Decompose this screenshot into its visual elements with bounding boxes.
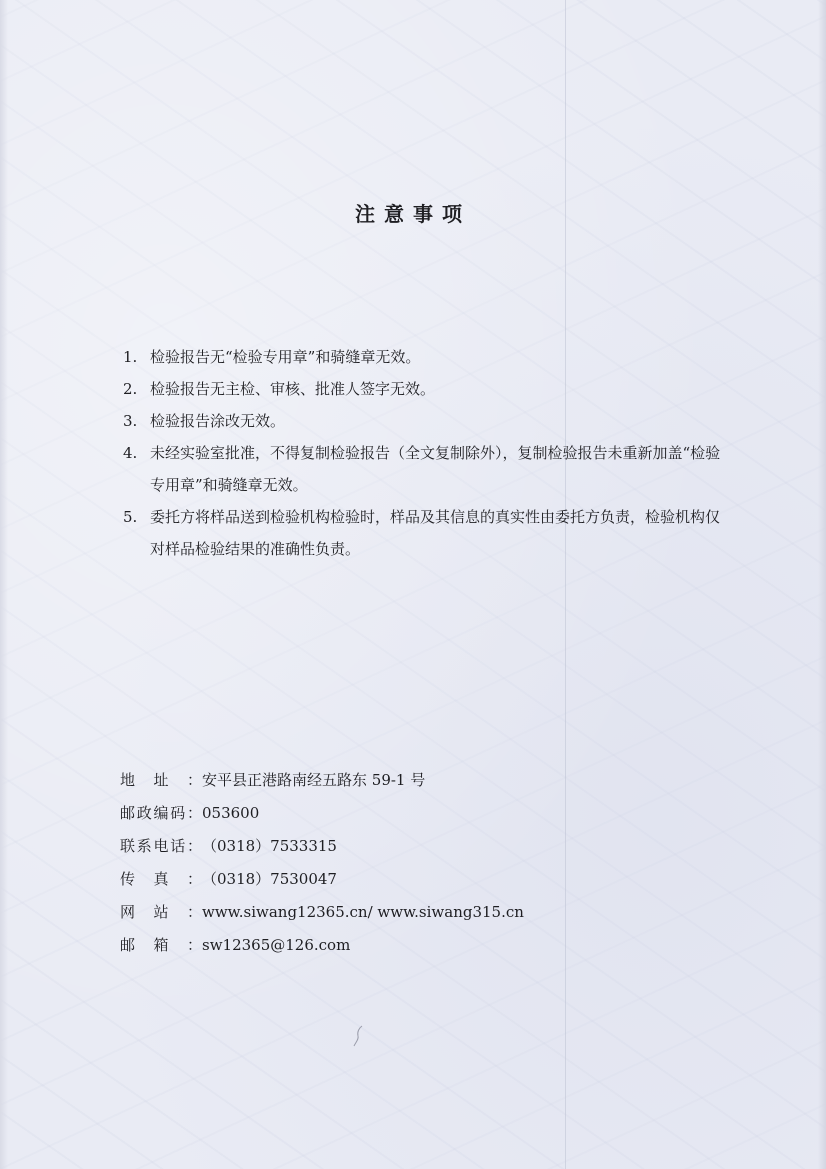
paper-fold-line (565, 0, 566, 1169)
stray-pen-mark (352, 1024, 366, 1048)
paper-edge-right (818, 0, 826, 1169)
postcode-value: 053600 (202, 804, 260, 822)
address-value: 安平县正港路南经五路东 59-1 号 (202, 771, 426, 789)
note-number: 2. (123, 380, 138, 398)
note-text: 检验报告无“检验专用章”和骑缝章无效。 (150, 348, 421, 366)
website-label: 网站： (120, 903, 202, 921)
note-text: 委托方将样品送到检验机构检验时，样品及其信息的真实性由委托方负责，检验机构仅对样品检验结果的准确性负责。 (150, 508, 721, 558)
contact-info (120, 764, 720, 962)
phone-label: 联系电话： (120, 837, 202, 855)
email-label: 邮箱： (120, 936, 202, 954)
address-label: 地址： (120, 771, 202, 789)
fax-label: 传真： (120, 870, 202, 888)
email-value: sw12365@126.com (202, 936, 351, 954)
contact-row-fax (120, 863, 720, 896)
page-title: 注意事项 (355, 202, 471, 226)
contact-row-phone (120, 830, 720, 863)
contact-row-website (120, 896, 720, 929)
note-item (120, 405, 730, 437)
contact-row-address (120, 764, 720, 797)
contact-row-email (120, 929, 720, 962)
note-item (120, 501, 730, 565)
note-text: 检验报告无主检、审核、批准人签字无效。 (150, 380, 436, 398)
website-value: www.siwang12365.cn/ www.siwang315.cn (202, 903, 524, 921)
note-number: 3. (123, 412, 138, 430)
note-item (120, 341, 730, 373)
phone-value: （0318）7533315 (202, 837, 337, 855)
note-number: 1. (123, 348, 138, 366)
note-number: 4. (123, 444, 138, 462)
fax-value: （0318）7530047 (202, 870, 337, 888)
note-number: 5. (123, 508, 138, 526)
notes-list (120, 341, 730, 565)
contact-row-postcode (120, 797, 720, 830)
postcode-label: 邮政编码： (120, 804, 202, 822)
paper-edge-left (0, 0, 8, 1169)
note-text: 检验报告涂改无效。 (150, 412, 286, 430)
note-item (120, 437, 730, 501)
note-text: 未经实验室批准，不得复制检验报告（全文复制除外），复制检验报告未重新加盖“检验专用章”和骑缝章无效。 (150, 444, 721, 494)
note-item (120, 373, 730, 405)
